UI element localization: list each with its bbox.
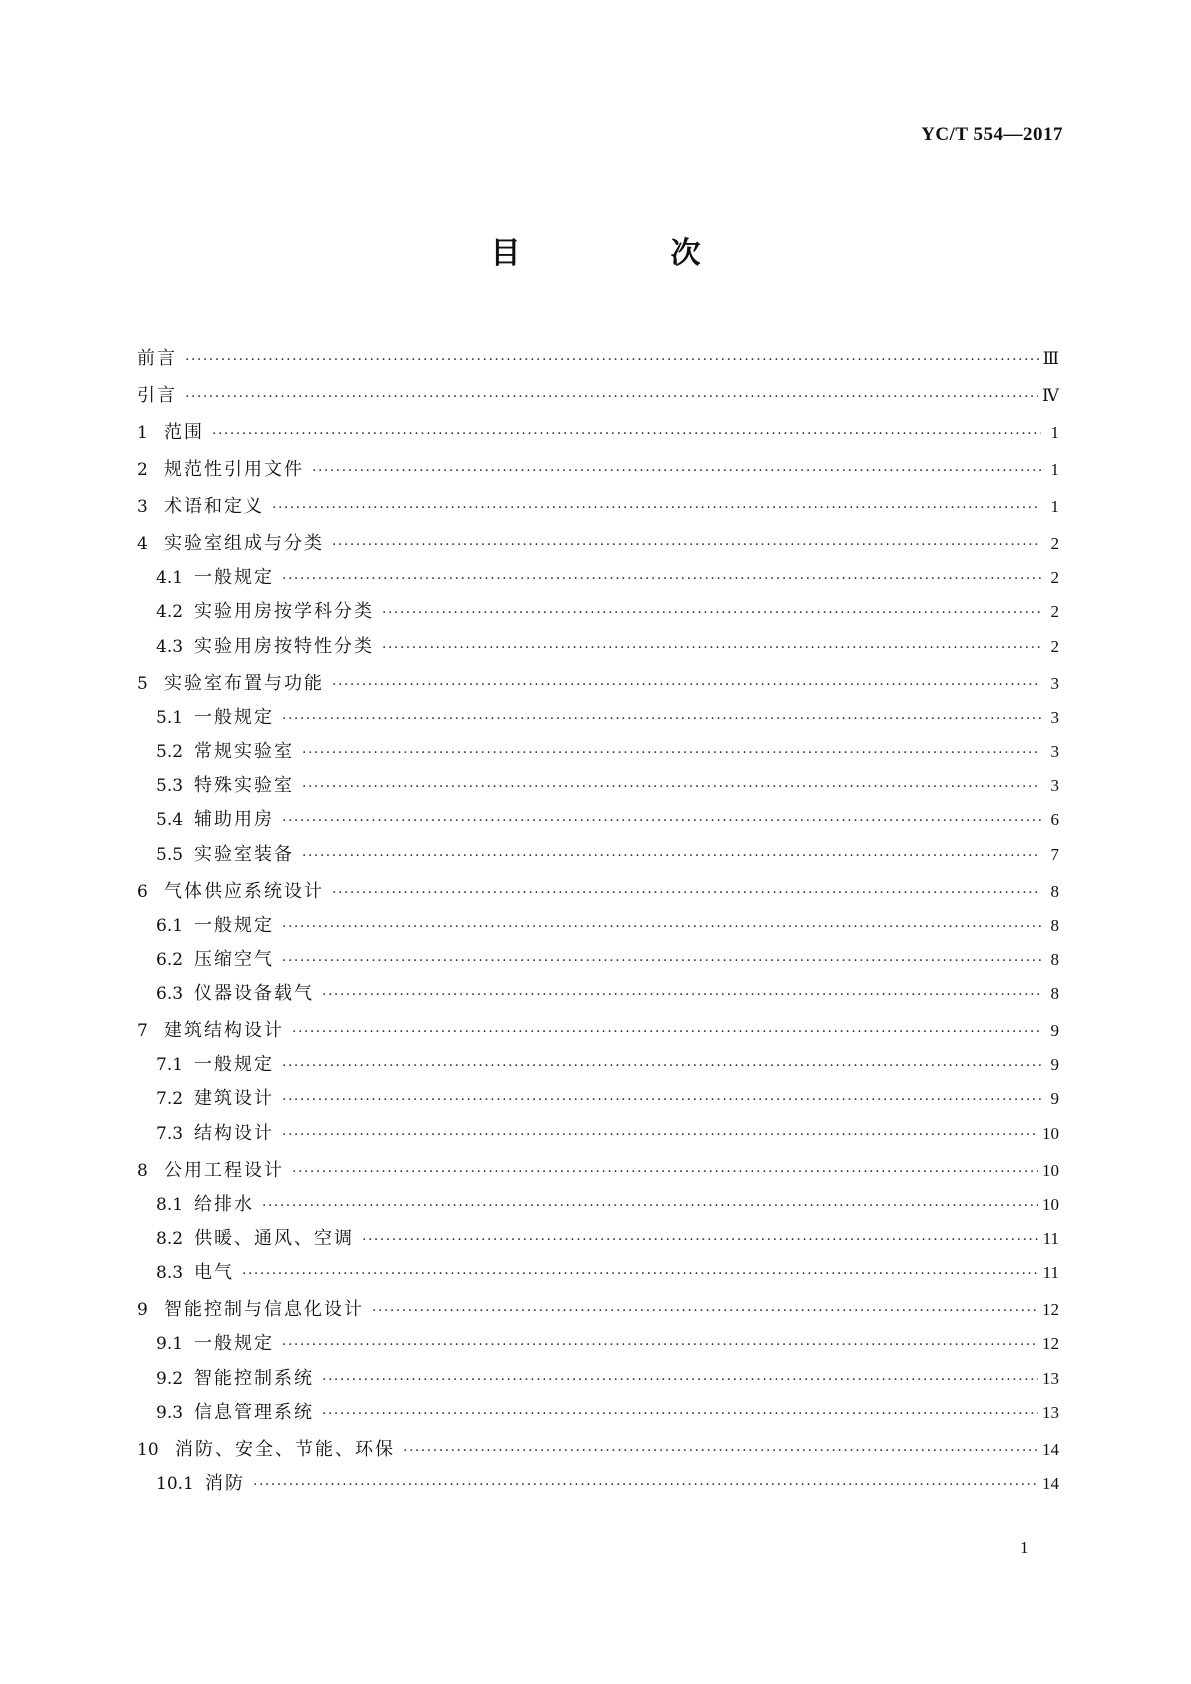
toc-entry-title: 消防 <box>205 1472 245 1494</box>
dot-leader <box>292 1022 1041 1042</box>
toc-entry-page: 11 <box>1042 1263 1059 1283</box>
toc-entry-number: 6 <box>137 881 148 902</box>
dot-leader <box>322 1404 1038 1424</box>
toc-entry-title: 气体供应系统设计 <box>164 880 324 902</box>
toc-entry-page: 9 <box>1050 1055 1059 1075</box>
toc-entry-title: 实验用房按特性分类 <box>194 635 374 657</box>
toc-entry-title: 建筑设计 <box>194 1088 274 1110</box>
toc-entry-page: Ⅲ <box>1042 349 1059 368</box>
toc-entry-title: 供暖、通风、空调 <box>194 1228 354 1249</box>
dot-leader <box>282 709 1041 729</box>
toc-entry-title: 常规实验室 <box>194 740 294 762</box>
toc-entry-title: 前言 <box>137 348 177 369</box>
toc-entry[interactable] <box>137 1005 1059 1042</box>
toc-entry-number: 10 <box>137 1439 159 1460</box>
dot-leader <box>253 1475 1038 1495</box>
toc-entry-number: 8.1 <box>156 1194 184 1215</box>
toc-entry-title: 术语和定义 <box>164 496 264 517</box>
toc-entry[interactable] <box>137 1042 1059 1076</box>
toc-entry-page: 3 <box>1050 707 1059 727</box>
dot-leader <box>282 1056 1041 1076</box>
toc-entry[interactable] <box>137 1461 1059 1495</box>
toc-entry-number: 5.4 <box>156 810 184 831</box>
toc-entry-number: 5.2 <box>156 741 184 762</box>
dot-leader <box>382 638 1041 658</box>
toc-entry[interactable] <box>137 407 1059 444</box>
toc-entry-title: 消防、安全、节能、环保 <box>175 1438 395 1460</box>
dot-leader <box>322 985 1041 1005</box>
toc-entry[interactable] <box>137 623 1059 657</box>
toc-entry-page: 8 <box>1050 915 1059 935</box>
toc-entry-number: 9 <box>137 1300 148 1321</box>
toc-entry-title: 信息管理系统 <box>194 1401 314 1423</box>
toc-entry[interactable] <box>137 1321 1059 1355</box>
toc-entry-page: 10 <box>1042 1123 1059 1143</box>
toc-entry-title: 一般规定 <box>194 706 274 728</box>
toc-entry-title: 一般规定 <box>194 1054 274 1076</box>
toc-entry-number: 4 <box>137 534 148 554</box>
toc-entry-number: 5 <box>137 673 148 694</box>
dot-leader <box>185 387 1038 407</box>
toc-entry-title: 公用工程设计 <box>164 1159 284 1181</box>
table-of-contents <box>137 333 1059 1495</box>
toc-entry[interactable] <box>137 1145 1059 1182</box>
toc-entry-title: 给排水 <box>194 1193 254 1215</box>
toc-entry[interactable] <box>137 729 1059 763</box>
toc-entry[interactable] <box>137 937 1059 971</box>
dot-leader <box>302 777 1041 797</box>
toc-entry-title: 结构设计 <box>194 1122 274 1144</box>
toc-entry-number: 9.1 <box>156 1334 184 1355</box>
toc-entry-page: 3 <box>1050 741 1059 761</box>
toc-entry[interactable] <box>137 658 1059 695</box>
toc-entry[interactable] <box>137 1424 1059 1461</box>
toc-entry-page: 13 <box>1042 1402 1059 1422</box>
toc-entry[interactable] <box>137 1390 1059 1424</box>
toc-entry-page: 2 <box>1050 602 1059 622</box>
dot-leader <box>372 1301 1038 1321</box>
toc-entry-page: 1 <box>1050 497 1059 516</box>
dot-leader <box>282 951 1041 971</box>
dot-leader <box>212 424 1041 444</box>
dot-leader <box>332 675 1041 695</box>
toc-entry-title: 范围 <box>164 422 204 443</box>
toc-entry-title: 压缩空气 <box>194 948 274 970</box>
dot-leader <box>382 603 1041 623</box>
toc-entry-number: 6.1 <box>156 915 184 936</box>
toc-entry-number: 7 <box>137 1021 148 1042</box>
standard-code: YC/T 554—2017 <box>921 124 1063 145</box>
toc-entry-number: 7.1 <box>156 1055 184 1076</box>
toc-entry[interactable] <box>137 763 1059 797</box>
toc-entry-number: 8.2 <box>156 1229 184 1249</box>
toc-entry-title: 建筑结构设计 <box>164 1020 284 1042</box>
toc-entry-number: 2 <box>137 460 148 480</box>
dot-leader <box>332 883 1041 903</box>
toc-entry-title: 实验室组成与分类 <box>164 533 324 554</box>
dot-leader <box>242 1264 1039 1284</box>
toc-entry-number: 6.3 <box>156 984 184 1005</box>
toc-entry-page: 10 <box>1042 1194 1059 1214</box>
toc-entry-number: 5.1 <box>156 707 184 728</box>
toc-entry[interactable] <box>137 1076 1059 1110</box>
toc-entry-title: 实验室装备 <box>194 843 294 865</box>
toc-entry-page: 9 <box>1050 1089 1059 1109</box>
dot-leader <box>282 811 1041 831</box>
toc-entry[interactable] <box>137 971 1059 1005</box>
toc-entry-page: 8 <box>1050 881 1059 901</box>
dot-leader <box>282 569 1041 589</box>
toc-entry-page: 10 <box>1042 1160 1059 1180</box>
toc-entry-title: 仪器设备载气 <box>194 983 314 1005</box>
toc-entry-title: 电气 <box>194 1262 234 1284</box>
toc-entry-number: 8 <box>137 1160 148 1181</box>
toc-entry-number: 6.2 <box>156 949 184 970</box>
toc-entry[interactable] <box>137 903 1059 937</box>
dot-leader <box>262 1196 1038 1216</box>
toc-entry-number: 7.2 <box>156 1089 184 1110</box>
toc-entry-number: 4.1 <box>156 568 184 589</box>
toc-entry-page: 8 <box>1050 949 1059 969</box>
toc-entry-number: 9.3 <box>156 1402 184 1423</box>
toc-entry-page: 8 <box>1050 984 1059 1004</box>
toc-title: 目 次 <box>490 236 761 271</box>
toc-entry-page: Ⅳ <box>1042 386 1059 405</box>
dot-leader <box>403 1441 1038 1461</box>
toc-entry[interactable] <box>137 589 1059 623</box>
dot-leader <box>282 917 1041 937</box>
dot-leader <box>292 1162 1038 1182</box>
toc-entry[interactable] <box>137 797 1059 831</box>
toc-entry[interactable] <box>137 555 1059 589</box>
toc-entry-page: 1 <box>1050 423 1059 442</box>
dot-leader <box>362 1230 1039 1250</box>
toc-entry[interactable] <box>137 481 1059 518</box>
toc-entry-title: 实验室布置与功能 <box>164 672 324 694</box>
toc-entry[interactable] <box>137 1216 1059 1250</box>
toc-entry[interactable] <box>137 1110 1059 1144</box>
dot-leader <box>332 535 1041 555</box>
toc-entry-page: 14 <box>1042 1439 1059 1459</box>
toc-entry-title: 一般规定 <box>194 1333 274 1355</box>
toc-entry-title: 一般规定 <box>194 567 274 589</box>
toc-entry-number: 4.2 <box>156 602 184 623</box>
toc-entry-page: 2 <box>1050 636 1059 656</box>
toc-entry-page: 13 <box>1042 1368 1059 1388</box>
dot-leader <box>312 461 1041 481</box>
toc-entry-title: 规范性引用文件 <box>164 459 304 480</box>
dot-leader <box>282 1125 1038 1145</box>
toc-entry[interactable] <box>137 1355 1059 1389</box>
toc-entry-title: 辅助用房 <box>194 809 274 831</box>
toc-entry[interactable] <box>137 831 1059 865</box>
toc-entry-page: 2 <box>1050 568 1059 588</box>
toc-entry[interactable] <box>137 333 1059 370</box>
toc-entry-number: 7.3 <box>156 1123 184 1144</box>
toc-entry-title: 特殊实验室 <box>194 775 294 797</box>
toc-entry[interactable] <box>137 695 1059 729</box>
toc-entry-page: 14 <box>1042 1473 1059 1493</box>
toc-entry-number: 1 <box>137 423 148 443</box>
toc-entry-page: 6 <box>1050 810 1059 830</box>
toc-entry-page: 11 <box>1042 1229 1059 1248</box>
toc-entry-page: 9 <box>1050 1021 1059 1041</box>
toc-entry-page: 12 <box>1042 1300 1059 1320</box>
toc-entry-number: 10.1 <box>156 1473 194 1494</box>
toc-entry[interactable] <box>137 1250 1059 1284</box>
toc-entry[interactable] <box>137 518 1059 555</box>
toc-entry-page: 7 <box>1050 844 1059 864</box>
toc-entry-page: 12 <box>1042 1334 1059 1354</box>
toc-entry-number: 4.3 <box>156 636 184 657</box>
toc-entry-title: 智能控制系统 <box>194 1367 314 1389</box>
toc-entry-number: 9.2 <box>156 1368 184 1389</box>
toc-entry-title: 智能控制与信息化设计 <box>164 1299 364 1321</box>
toc-entry-number: 8.3 <box>156 1263 184 1284</box>
toc-entry[interactable] <box>137 444 1059 481</box>
toc-entry-title: 实验用房按学科分类 <box>194 601 374 623</box>
dot-leader <box>322 1370 1038 1390</box>
dot-leader <box>282 1335 1038 1355</box>
dot-leader <box>302 846 1041 866</box>
toc-entry-number: 5.5 <box>156 844 184 865</box>
dot-leader <box>185 350 1039 370</box>
dot-leader <box>272 498 1041 518</box>
toc-entry-page: 1 <box>1050 460 1059 479</box>
toc-entry-page: 2 <box>1050 534 1059 553</box>
toc-entry[interactable] <box>137 1284 1059 1321</box>
toc-entry-number: 3 <box>137 497 148 517</box>
toc-entry-number: 5.3 <box>156 776 184 797</box>
toc-entry[interactable] <box>137 1182 1059 1216</box>
toc-entry-page: 3 <box>1050 776 1059 796</box>
toc-entry-page: 3 <box>1050 673 1059 693</box>
dot-leader <box>282 1090 1041 1110</box>
toc-entry[interactable] <box>137 370 1059 407</box>
toc-entry-title: 引言 <box>137 385 177 406</box>
toc-entry-title: 一般规定 <box>194 914 274 936</box>
dot-leader <box>302 743 1041 763</box>
page-number: 1 <box>1020 1538 1029 1557</box>
toc-entry[interactable] <box>137 866 1059 903</box>
